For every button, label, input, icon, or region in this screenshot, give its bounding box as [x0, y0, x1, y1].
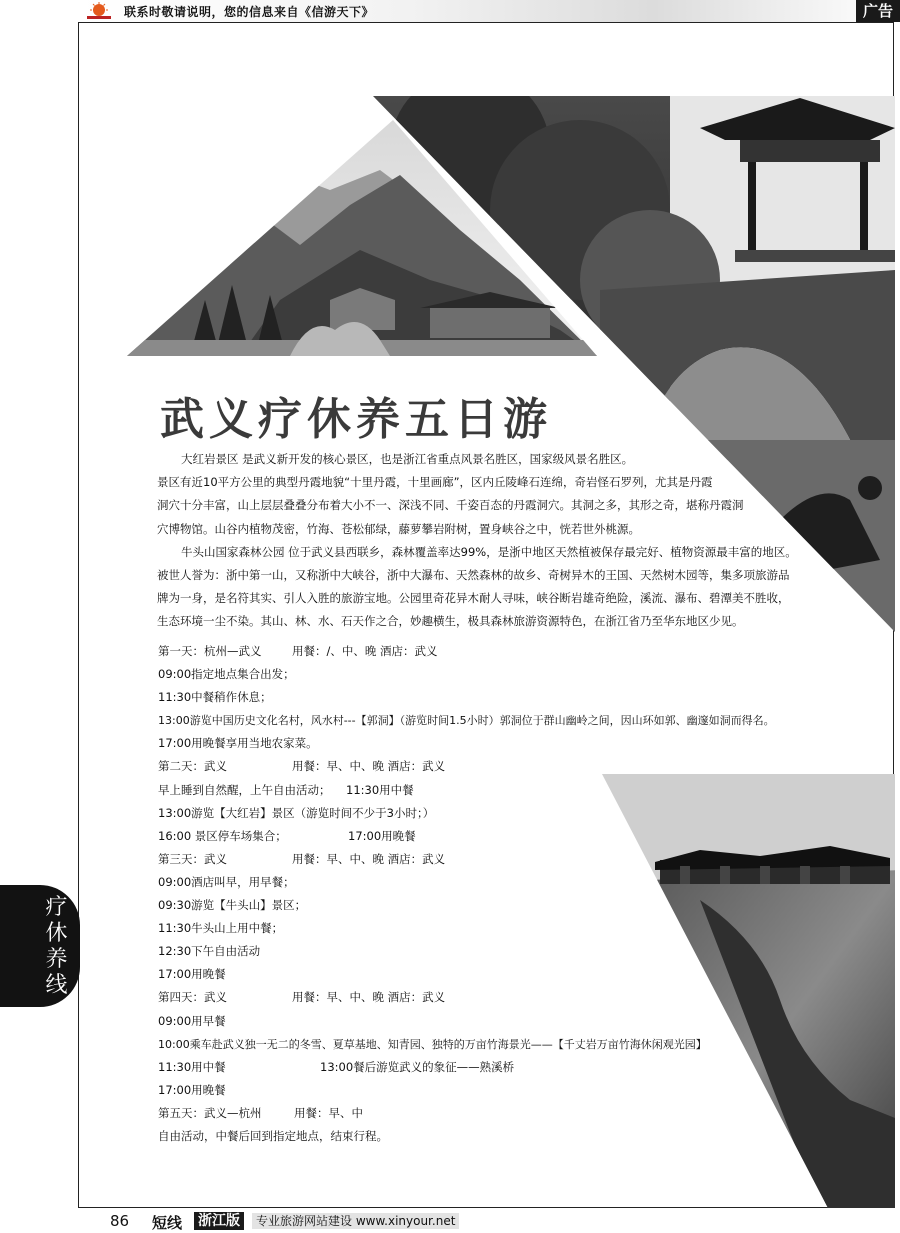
itinerary-text: 11:30牛头山上用中餐； [158, 921, 284, 936]
footer-section: 短线 [152, 1214, 183, 1232]
itinerary-text: 09:00用早餐 [158, 1013, 226, 1028]
itinerary-text: 16:00 景区停车场集合； [158, 828, 287, 843]
itinerary-text: 17:00用晚餐 [158, 967, 226, 982]
itinerary-text: 09:00指定地点集合出发； [158, 667, 295, 682]
itinerary-text: 13:00餐后游览武义的象征——熟溪桥 [320, 1059, 515, 1074]
itinerary-item [158, 917, 808, 940]
itinerary-text: 用餐：早、中 [294, 1105, 363, 1120]
itinerary-text: 09:00酒店叫早，用早餐； [158, 874, 295, 889]
ad-label: 广告 [856, 0, 900, 22]
itinerary-text: 11:30中餐稍作休息； [158, 690, 272, 705]
itinerary-item [158, 1033, 808, 1056]
itinerary-item [158, 1079, 808, 1102]
itinerary-item [158, 940, 808, 963]
itinerary-list [158, 640, 808, 1148]
itinerary-day-header [158, 755, 808, 778]
itinerary-text: 第五天：武义—杭州 [158, 1105, 262, 1120]
itinerary-day-header [158, 986, 808, 1009]
itinerary-text: 12:30下午自由活动 [158, 944, 261, 959]
itinerary-text: 第四天：武义 [158, 990, 227, 1005]
itinerary-text: 17:00用晚餐 [348, 828, 416, 843]
footer-edition-badge: 浙江版 [194, 1212, 244, 1230]
itinerary-text: 用餐：/、中、晚 酒店：武义 [292, 644, 438, 658]
itinerary-item [158, 894, 808, 917]
itinerary-text: 用餐：早、中、晚 酒店：武义 [292, 851, 446, 866]
itinerary-text: 13:00游览中国历史文化名村，风水村---【郭洞】（游览时间1.5小时）郭洞位于群山幽岭之间，因山环如郭、幽邃如洞而得名。 [158, 714, 775, 728]
itinerary-text: 用餐：早、中、晚 酒店：武义 [292, 990, 446, 1005]
itinerary-day-header [158, 640, 808, 663]
itinerary-text: 11:30用中餐 [346, 782, 414, 797]
itinerary-item [158, 732, 808, 755]
page-number: 86 [110, 1212, 130, 1230]
itinerary-item [158, 825, 808, 848]
itinerary-item [158, 686, 808, 709]
itinerary-item [158, 1056, 808, 1079]
itinerary-text: 09:30游览【牛头山】景区； [158, 898, 307, 913]
itinerary-item [158, 802, 808, 825]
intro-line: 牛头山国家森林公园 位于武义县西联乡，森林覆盖率达99%，是浙中地区天然植被保存最完好、植物资源最丰富的地区。 [181, 544, 797, 559]
itinerary-text: 10:00乘车赴武义独一无二的冬雪、夏草基地、知青园、独特的万亩竹海景光——【千丈岩万亩竹海休闲观光园】 [158, 1037, 707, 1051]
itinerary-item [158, 779, 808, 802]
source-notice: 联系时敬请说明，您的信息来自《信游天下》 [124, 5, 375, 19]
itinerary-text: 第一天：杭州—武义 [158, 644, 262, 658]
itinerary-text: 用餐：早、中、晚 酒店：武义 [292, 759, 446, 774]
itinerary-item [158, 963, 808, 986]
side-tab-label: 疗休养线 [45, 895, 69, 998]
itinerary-item [158, 1010, 808, 1033]
itinerary-text: 第三天：武义 [158, 851, 227, 866]
itinerary-day-header [158, 848, 808, 871]
itinerary-item [158, 1125, 808, 1148]
intro-line: 生态环境一尘不染。其山、林、水、石天作之合，妙趣横生，极具森林旅游资源特色，在浙江省乃至华东地区少见。 [157, 614, 744, 629]
itinerary-text: 17:00用晚餐享用当地农家菜。 [158, 736, 318, 751]
intro-line: 穴博物馆。山谷内植物茂密，竹海、苍松郁绿，藤萝攀岩附树，置身峡谷之中，恍若世外桃源。 [157, 521, 640, 536]
intro-line: 大红岩景区 是武义新开发的核心景区，也是浙江省重点风景名胜区，国家级风景名胜区。 [181, 452, 634, 466]
itinerary-item [158, 663, 808, 686]
itinerary-text: 自由活动，中餐后回到指定地点，结束行程。 [158, 1128, 388, 1143]
itinerary-text: 11:30用中餐 [158, 1059, 226, 1074]
intro-line: 景区有近10平方公里的典型丹霞地貌“十里丹霞，十里画廊”，区内丘陵峰石连绵，奇岩怪石罗列，尤其是丹霞 [157, 475, 713, 490]
itinerary-text: 早上睡到自然醒，上午自由活动； [158, 782, 331, 797]
itinerary-text: 第二天：武义 [158, 759, 227, 774]
footer-tagline: 专业旅游网站建设 www.xinyour.net [252, 1213, 459, 1229]
itinerary-day-header [158, 1102, 808, 1125]
itinerary-text: 13:00游览【大红岩】景区（游览时间不少于3小时；） [158, 805, 435, 820]
intro-line: 牌为一身，是名符其实、引人入胜的旅游宝地。公园里奇花异木耐人寻味，峡谷断岩雄奇绝险，溪流、瀑布、碧潭美不胜收， [157, 591, 790, 606]
intro-line: 洞穴十分丰富，山上层层叠叠分布着大小不一、深浅不同、千姿百态的丹霞洞穴。其洞之多，其形之奇，堪称丹霞洞 [157, 498, 744, 513]
itinerary-text: 17:00用晚餐 [158, 1082, 226, 1097]
intro-line: 被世人誉为：浙中第一山，又称浙中大峡谷，浙中大瀑布、天然森林的故乡、奇树异木的王国、天然树木园等，集多项旅游品 [157, 568, 790, 583]
itinerary-item [158, 709, 808, 732]
itinerary-item [158, 871, 808, 894]
intro-text [157, 448, 797, 634]
article-title: 武义疗休养五日游 [160, 394, 552, 445]
